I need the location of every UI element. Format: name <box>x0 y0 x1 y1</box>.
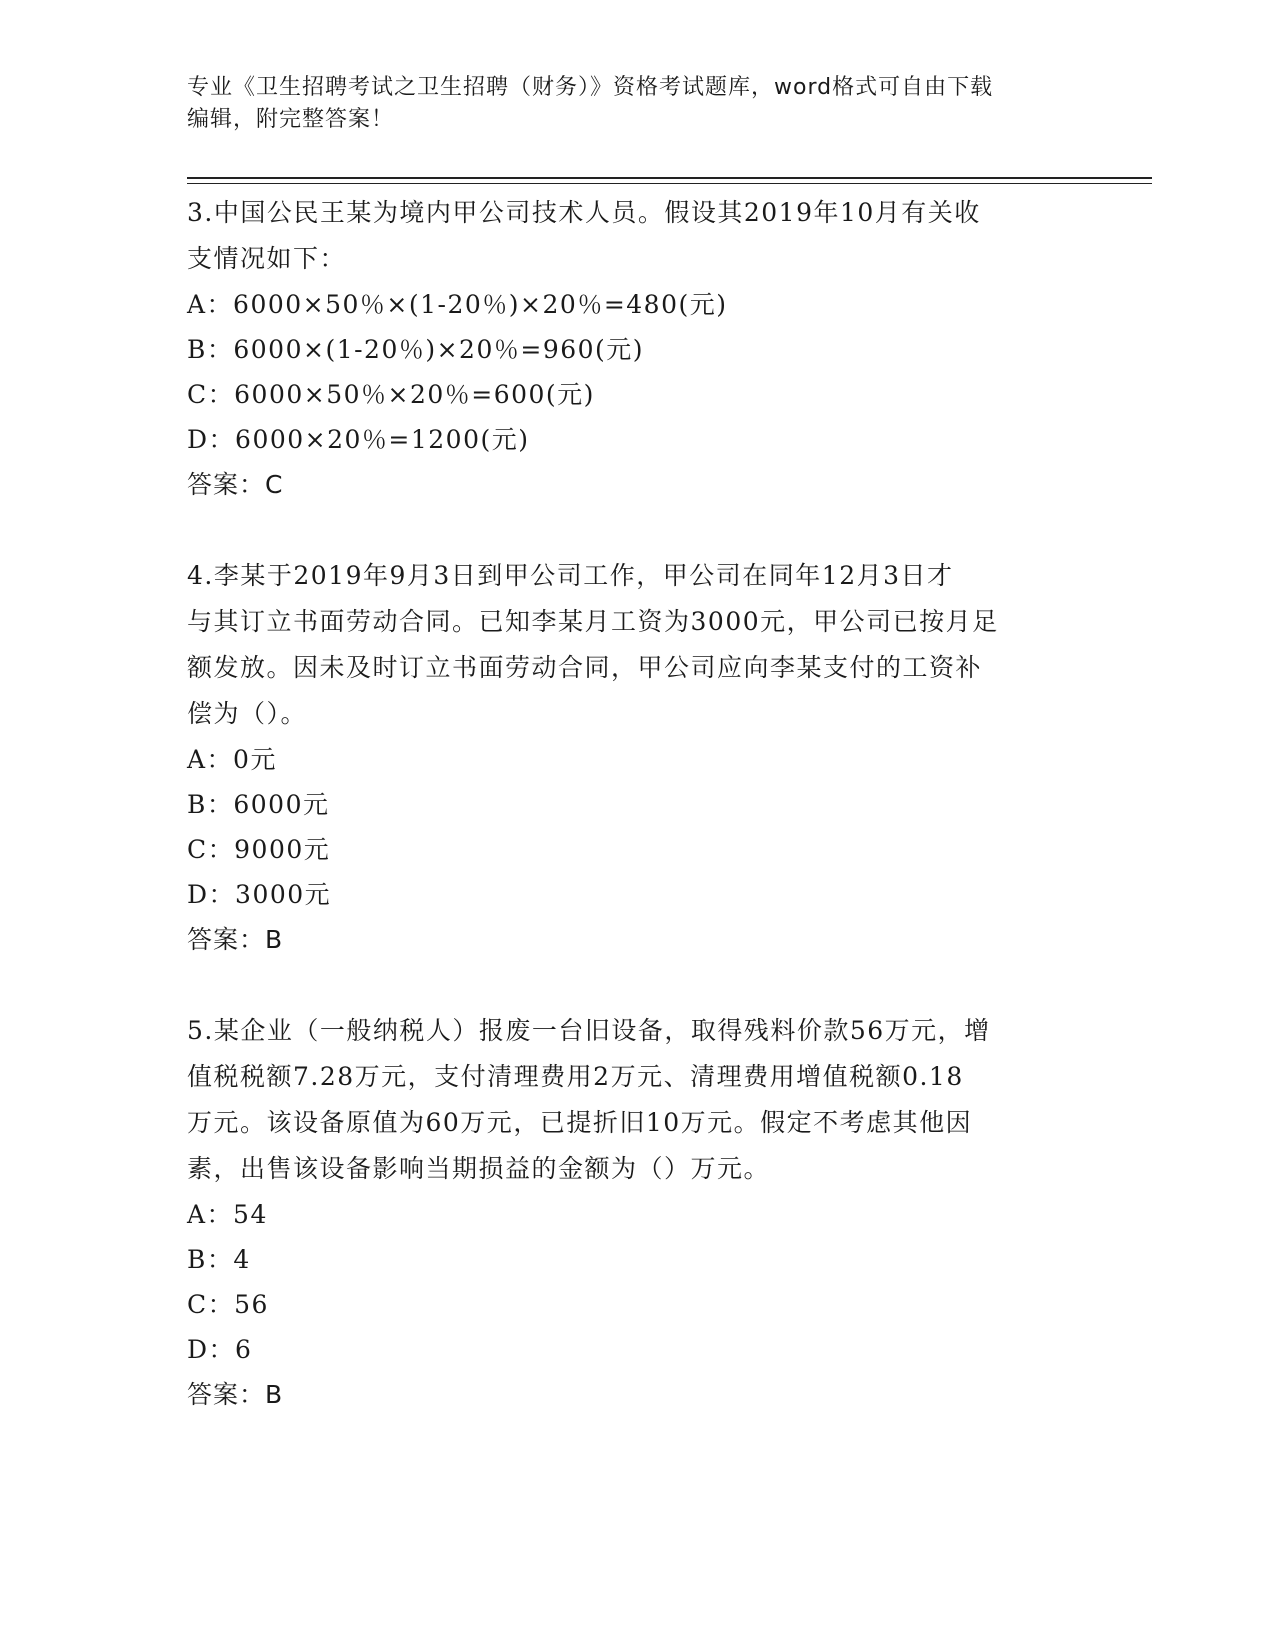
question-4 <box>187 553 1087 962</box>
question-stem-line: 5.某企业（一般纳税人）报废一台旧设备，取得残料价款56万元，增 <box>187 1016 991 1045</box>
question-stem-line: 额发放。因未及时订立书面劳动合同，甲公司应向李某支付的工资补 <box>187 653 983 682</box>
question-stem-line: 3.中国公民王某为境内甲公司技术人员。假设其2019年10月有关收 <box>187 198 981 227</box>
option-b: B：4 <box>187 1245 251 1274</box>
option-d: D：6 <box>187 1335 253 1364</box>
question-stem-line: 支情况如下： <box>187 244 347 273</box>
option-b: B：6000×(1-20％)×20％=960(元) <box>187 335 645 364</box>
question-stem-line: 素，出售该设备影响当期损益的金额为（）万元。 <box>187 1154 771 1183</box>
document-header <box>187 72 1067 136</box>
question-3 <box>187 190 1087 507</box>
question-stem-line: 与其订立书面劳动合同。已知李某月工资为3000元，甲公司已按月足 <box>187 607 999 636</box>
answer: 答案：B <box>187 1380 284 1409</box>
option-d: D：3000元 <box>187 880 332 909</box>
question-stem-line: 万元。该设备原值为60万元，已提折旧10万元。假定不考虑其他因 <box>187 1108 973 1137</box>
option-c: C：9000元 <box>187 835 331 864</box>
header-line-2: 编辑，附完整答案！ <box>187 107 395 132</box>
question-stem-line: 偿为（）。 <box>187 699 308 728</box>
option-c: C：56 <box>187 1290 269 1319</box>
header-divider-thick <box>187 177 1152 179</box>
option-c: C：6000×50％×20％=600(元) <box>187 380 595 409</box>
question-5 <box>187 1008 1087 1417</box>
answer: 答案：C <box>187 470 284 499</box>
option-a: A：6000×50％×(1-20％)×20％=480(元) <box>187 290 728 319</box>
question-stem-line: 4.李某于2019年9月3日到甲公司工作，甲公司在同年12月3日才 <box>187 561 954 590</box>
header-divider-thin <box>187 183 1152 184</box>
question-list <box>187 190 1087 1417</box>
question-stem-line: 值税税额7.28万元，支付清理费用2万元、清理费用增值税额0.18 <box>187 1062 964 1091</box>
option-a: A：54 <box>187 1200 268 1229</box>
option-b: B：6000元 <box>187 790 330 819</box>
option-d: D：6000×20％=1200(元) <box>187 425 530 454</box>
header-line-1: 专业《卫生招聘考试之卫生招聘（财务）》资格考试题库，word格式可自由下载 <box>187 75 994 100</box>
option-a: A：0元 <box>187 745 277 774</box>
answer: 答案：B <box>187 925 284 954</box>
